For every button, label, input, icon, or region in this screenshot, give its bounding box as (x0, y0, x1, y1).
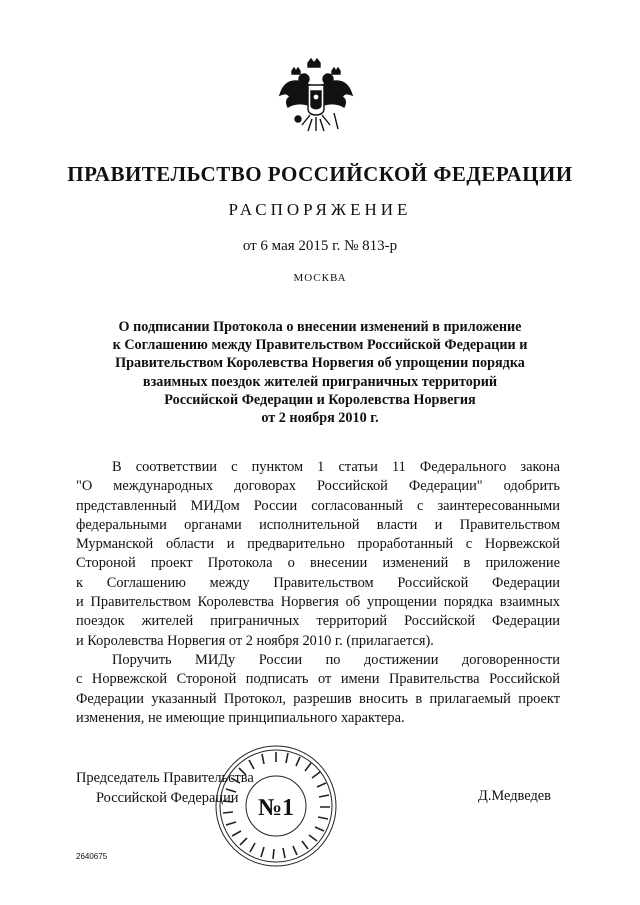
government-title: ПРАВИТЕЛЬСТВО РОССИЙСКОЙ ФЕДЕРАЦИИ (67, 162, 573, 186)
body-line: к Соглашению между Правительством Российской Федерации (76, 574, 560, 591)
document-body (76, 458, 560, 728)
body-line: Стороной проект Протокола о внесении изменений в приложение (76, 555, 560, 572)
document-city: МОСКВА (293, 272, 347, 284)
body-line: Поручить МИДу России по достижении договоренности (112, 651, 560, 668)
coat-of-arms-emblem-icon (274, 55, 358, 139)
body-line: Мурманской области и предварительно проработанный с Норвежской (76, 536, 560, 553)
document-code: 2640675 (76, 852, 108, 861)
stamp-number: №1 (257, 795, 295, 821)
document-type: РАСПОРЯЖЕНИЕ (228, 200, 412, 219)
round-seal-stamp (212, 742, 340, 870)
body-line: "О международных договорах Российской Федерации" одобрить (76, 478, 560, 495)
heading-line: от 2 ноября 2010 г. (261, 410, 379, 427)
heading-line: Российской Федерации и Королевства Норвегия (164, 391, 476, 408)
body-line: федеральными органами исполнительной власти и Правительством (76, 516, 560, 533)
document-date-number: от 6 мая 2015 г. № 813-р (242, 238, 398, 254)
document-heading (80, 318, 560, 427)
body-line: представленный МИДом России согласованный с заинтересованными (76, 497, 560, 514)
signatory-name: Д.Медведев (478, 788, 551, 804)
signatory-position-line: Российской Федерации (96, 790, 239, 806)
heading-line: О подписании Протокола о внесении изменений в приложение (118, 319, 522, 335)
heading-line: к Соглашению между Правительством Российской Федерации и (112, 337, 528, 354)
body-line: В соответствии с пунктом 1 статьи 11 Федерального закона (112, 459, 560, 475)
body-line: Федерации указанный Протокол, разрешив вносить в прилагаемый проект (76, 690, 560, 707)
body-line: и Королевства Норвегия от 2 ноября 2010 г. (прилагается). (76, 632, 434, 649)
heading-line: Правительством Королевства Норвегия об упрощении порядка (115, 355, 525, 372)
body-line: поездок жителей приграничных территорий Российской Федерации (76, 613, 560, 630)
body-line: изменения, не имеющие принципиального характера. (76, 709, 405, 726)
heading-line: взаимных поездок жителей приграничных территорий (142, 373, 498, 390)
body-line: и Правительством Королевства Норвегия об упрощении порядка взаимных (76, 594, 560, 611)
signatory-position-line: Председатель Правительства (76, 770, 254, 786)
body-line: с Норвежской Стороной подписать от имени Правительства Российской (76, 671, 560, 688)
